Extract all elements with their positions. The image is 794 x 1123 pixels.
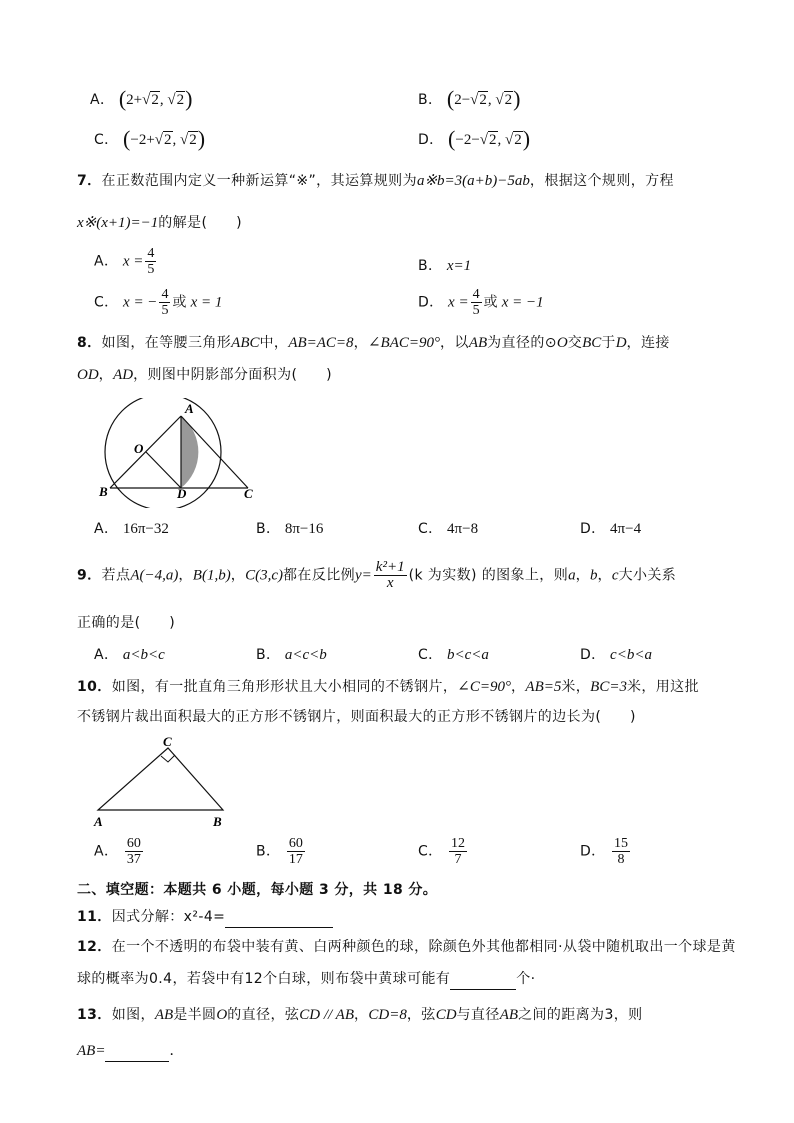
option-letter: C． (94, 294, 119, 311)
answer-blank[interactable] (225, 911, 333, 928)
question-text: 于 (601, 335, 616, 351)
q6-option-c (94, 126, 205, 152)
point-a: A(−4,a) (130, 567, 179, 584)
question-text: 球的概率为0.4，若袋中有12个白球，则布袋中黄球可能有 (77, 971, 451, 987)
option-value: 16π−32 (122, 521, 169, 537)
q8-figure (88, 398, 268, 508)
question-text: 个· (516, 971, 536, 987)
q8-stem-line2 (77, 364, 332, 384)
q7-option-d (418, 287, 544, 318)
math: y= (355, 567, 372, 584)
question-text: 如图， (111, 1007, 155, 1023)
math-equation: x※(x+1)=−1 (77, 215, 159, 231)
q10-option-c (418, 836, 469, 867)
question-number: 12． (77, 939, 112, 955)
option-letter: B． (256, 521, 281, 537)
question-text: 在一个不透明的布袋中装有黄、白两种颜色的球，除颜色外其他都相同·从袋中随机取出一个球是黄 (111, 939, 736, 955)
fraction: $\frac{4}{5}$ (147, 246, 155, 277)
question-number: 13． (77, 1007, 112, 1023)
fraction: $\frac{12}{7}$ (451, 836, 466, 867)
math: a (568, 567, 576, 584)
question-text: 中， (259, 335, 289, 351)
right-angle-mark (161, 755, 175, 762)
triangle-abc (98, 748, 223, 810)
math: b (590, 567, 598, 584)
q8-option-a (94, 518, 169, 538)
fraction: $\frac{\text{k²+1}}{x}$ (375, 559, 405, 591)
question-text: 因式分解：x²-4= (111, 909, 226, 925)
q12-stem-line1 (77, 936, 736, 956)
option-letter: D． (418, 132, 444, 148)
question-number: 8． (77, 335, 102, 351)
point-b: B(1,b) (192, 567, 231, 584)
option-letter: C． (418, 521, 443, 537)
q6-option-d (418, 126, 530, 152)
fraction: $\frac{4}{5}$ (472, 287, 480, 318)
option-letter: C． (94, 132, 119, 148)
math: AB=5 (525, 679, 562, 695)
option-value: (2−√2, √2) (446, 86, 521, 111)
question-text: 不锈钢片裁出面积最大的正方形不锈钢片，则面积最大的正方形不锈钢片的边长为( ) (77, 709, 636, 725)
q12-stem-line2 (77, 968, 536, 990)
question-text: ． (169, 1043, 184, 1059)
math: AB (468, 335, 488, 351)
option-letter: B． (418, 258, 443, 274)
question-text: 的解是( ) (158, 215, 242, 231)
math: AB (499, 1007, 519, 1023)
question-text: 米， (561, 679, 591, 695)
option-letter: D． (580, 843, 606, 860)
question-text: 如图，有一批直角三角形形状且大小相同的不锈钢片， (111, 679, 458, 695)
q10-stem-line1: 10．如图，有一批直角三角形形状且大小相同的不锈钢片，∠C=90°，AB=5米，BC=3米，用这批 (77, 679, 699, 695)
option-value: a<c<b (284, 647, 327, 663)
q6-option-a (90, 86, 192, 112)
section-heading: 二、填空题：本题共 6 小题，每小题 3 分，共 18 分。 (77, 882, 438, 898)
option-letter: A． (94, 647, 119, 663)
q7-option-a (94, 246, 158, 277)
question-text: 米，用这批 (626, 679, 699, 695)
math: AB= (77, 1043, 106, 1059)
segment-od (146, 452, 181, 488)
option-value: (−2+√2, √2) (123, 126, 206, 151)
answer-blank[interactable] (450, 973, 516, 990)
q8-option-c (418, 518, 478, 538)
question-text: 是半圆 (173, 1007, 217, 1023)
question-text: ， (98, 367, 114, 383)
q9-option-d (580, 644, 652, 664)
q9-stem-line1: 9．若点A(−4,a)，B(1,b)，C(3,c)都在反比例y= $\frac{\text{k²+1}}{x}$ (k 为实数) 的图象上，则a，b，c大小关系 (77, 559, 677, 591)
label-a: A (94, 814, 103, 829)
fraction: $\frac{4}{5}$ (161, 287, 169, 318)
question-number: 10． (77, 679, 112, 695)
label-o: O (134, 441, 144, 456)
option-letter: C． (418, 843, 443, 860)
question-text: 为直径的⊙ (487, 335, 557, 351)
option-value: 4π−4 (610, 521, 642, 537)
q7-option-b (418, 255, 471, 275)
question-text: 之间的距离为3，则 (518, 1007, 643, 1023)
q8-option-b (256, 518, 323, 538)
label-b: B (99, 484, 108, 499)
fraction: $\frac{15}{8}$ (614, 836, 629, 867)
label-a: A (185, 401, 194, 416)
option-letter: D． (418, 294, 444, 311)
q9-option-b (256, 644, 327, 664)
q7-option-c (94, 287, 222, 318)
math: BC (582, 335, 602, 351)
fraction: $\frac{60}{37}$ (126, 836, 141, 867)
question-text: 大小关系 (618, 567, 677, 584)
q9-option-c (418, 644, 489, 664)
option-letter: D． (580, 647, 606, 663)
q8-option-d (580, 518, 641, 538)
circle-o (105, 398, 221, 508)
label-c: C (244, 486, 253, 501)
q7-stem-line2 (77, 212, 242, 232)
math: AB=AC=8 (288, 335, 354, 351)
label-c: C (163, 734, 172, 749)
math: D (615, 335, 627, 351)
option-value: x = − (123, 294, 158, 311)
math: AB (154, 1007, 174, 1023)
option-letter: B． (256, 647, 281, 663)
q13-stem-line2 (77, 1040, 184, 1062)
math: AD (113, 367, 134, 383)
math: c (611, 567, 619, 584)
option-letter: A． (94, 843, 119, 860)
option-value: x = 1 (186, 294, 223, 311)
option-value: (−2−√2, √2) (448, 126, 531, 151)
question-text: ，连接 (626, 335, 670, 351)
option-value: 4π−8 (447, 521, 479, 537)
q7-stem-line1 (77, 170, 674, 190)
or-word: 或 (483, 294, 498, 311)
q13-stem-line1 (77, 1004, 643, 1024)
q10-figure (90, 734, 235, 830)
q9-stem-line2 (77, 612, 175, 632)
option-letter: B． (256, 843, 281, 860)
question-number: 9． (77, 567, 102, 584)
option-value: c<b<a (610, 647, 652, 663)
question-text: ， (353, 335, 368, 351)
question-text: 如图，在等腰三角形 (101, 335, 232, 351)
question-text: 交 (567, 335, 583, 351)
math: OD (77, 367, 99, 383)
math: ∠C=90° (457, 679, 511, 695)
option-value: x = (122, 253, 144, 270)
question-text: ，根据这个规则，方程 (529, 173, 674, 189)
point-c: C(3,c) (245, 567, 284, 584)
option-value: 8π−16 (284, 521, 324, 537)
math: BC=3 (590, 679, 627, 695)
question-text: ，以 (440, 335, 469, 351)
option-value: x=1 (446, 258, 472, 274)
question-text: 的直径，弦 (227, 1007, 300, 1023)
option-value: b<c<a (447, 647, 489, 663)
math: ABC (231, 335, 260, 351)
option-letter: A． (90, 92, 115, 108)
option-value: a<b<c (122, 647, 165, 663)
q8-stem-line1 (77, 332, 670, 352)
option-letter: A． (94, 521, 119, 537)
q10-option-b (256, 836, 307, 867)
q10-option-d (580, 836, 632, 867)
question-text: 与直径 (456, 1007, 500, 1023)
option-letter: A． (94, 253, 119, 270)
label-b: B (213, 814, 222, 829)
question-text: 在正数范围内定义一种新运算“※”，其运算规则为 (101, 173, 417, 189)
option-value: x = −1 (497, 294, 544, 311)
question-text: 正确的是( ) (77, 615, 176, 631)
question-text: ， (354, 1007, 369, 1023)
option-value: (2+√2, √2) (118, 86, 193, 111)
question-text: 都在反比例 (283, 567, 356, 584)
math: CD // AB (299, 1007, 354, 1023)
question-number: 7． (77, 173, 102, 189)
answer-blank[interactable] (105, 1045, 169, 1062)
q10-option-a (94, 836, 145, 867)
option-letter: D． (580, 521, 606, 537)
label-d: D (177, 486, 187, 501)
q11-stem (77, 906, 333, 928)
question-text: ，弦 (406, 1007, 436, 1023)
or-word: 或 (172, 294, 187, 311)
question-text: ，则图中阴影部分面积为( ) (133, 367, 333, 383)
option-letter: C． (418, 647, 443, 663)
math: CD (435, 1007, 457, 1023)
math: O (216, 1007, 228, 1023)
shaded-region (181, 416, 198, 488)
question-text: 若点 (101, 567, 131, 584)
option-letter: B． (418, 92, 443, 108)
q9-option-a (94, 644, 165, 664)
question-number: 11． (77, 909, 112, 925)
question-text: (k 为实数) 的图象上，则 (408, 567, 569, 584)
math-rule: a※b=3(a+b)−5ab (416, 173, 530, 189)
q6-option-b (418, 86, 520, 112)
q10-stem-line2 (77, 706, 636, 726)
math: CD=8 (368, 1007, 407, 1023)
math: ∠BAC=90° (367, 335, 440, 351)
math: O (556, 335, 568, 351)
option-value: x = (448, 294, 469, 311)
fraction: $\frac{60}{17}$ (288, 836, 303, 867)
